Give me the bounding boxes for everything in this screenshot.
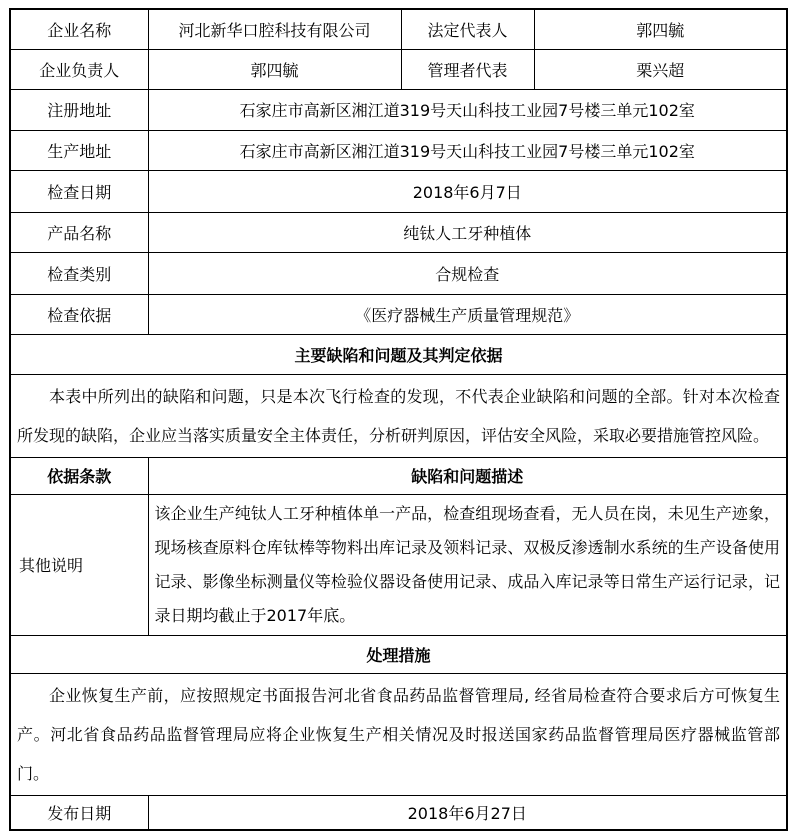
inspection-basis-value: 《医疗器械生产质量管理规范》 (148, 294, 787, 334)
table-row-measures-section-header (10, 635, 787, 673)
description-column-header: 缺陷和问题描述 (148, 457, 787, 494)
other-notes-label: 其他说明 (10, 494, 148, 635)
table-row-measures-note (10, 673, 787, 796)
table-row-publish-date (10, 796, 787, 830)
table-row-manager (10, 49, 787, 89)
table-row-defects-section-header (10, 334, 787, 374)
table-row-registered-address (10, 89, 787, 130)
table-row-production-address (10, 130, 787, 170)
inspection-basis-label: 检查依据 (10, 294, 148, 334)
inspection-category-label: 检查类别 (10, 252, 148, 294)
measures-section-title: 处理措施 (10, 635, 787, 673)
company-manager-label: 企业负责人 (10, 49, 148, 89)
defects-note (10, 374, 787, 457)
table-row-defects-note (10, 374, 787, 457)
management-representative-label: 管理者代表 (401, 49, 534, 89)
production-address-value: 石家庄市高新区湘江道319号天山科技工业园7号楼三单元102室 (148, 130, 787, 170)
product-name-value: 纯钛人工牙种植体 (148, 212, 787, 252)
clause-column-header: 依据条款 (10, 457, 148, 494)
production-address-label: 生产地址 (10, 130, 148, 170)
table-row-company (10, 9, 787, 49)
inspection-record-table (9, 8, 788, 831)
company-name-label: 企业名称 (10, 9, 148, 49)
table-row-other-notes (10, 494, 787, 635)
table-row-defect-table-headers (10, 457, 787, 494)
management-representative-value: 栗兴超 (534, 49, 787, 89)
legal-representative-value: 郭四毓 (534, 9, 787, 49)
inspection-date-label: 检查日期 (10, 170, 148, 212)
registered-address-label: 注册地址 (10, 89, 148, 130)
table-row-inspection-category (10, 252, 787, 294)
publish-date-label: 发布日期 (10, 796, 148, 830)
company-name-value: 河北新华口腔科技有限公司 (148, 9, 401, 49)
measures-note (10, 673, 787, 796)
registered-address-value: 石家庄市高新区湘江道319号天山科技工业园7号楼三单元102室 (148, 89, 787, 130)
table-row-inspection-date (10, 170, 787, 212)
table-row-inspection-basis (10, 294, 787, 334)
defects-section-title: 主要缺陷和问题及其判定依据 (10, 334, 787, 374)
legal-representative-label: 法定代表人 (401, 9, 534, 49)
measures-note-text: 企业恢复生产前，应按照规定书面报告河北省食品药品监督管理局, 经省局检查符合要求后方可恢复生产。河北省食品药品监督管理局应将企业恢复生产相关情况及时报送国家药品监督管理局医疗器械监管部门。 (17, 685, 780, 783)
publish-date-value: 2018年6月27日 (148, 796, 787, 830)
product-name-label: 产品名称 (10, 212, 148, 252)
defects-note-text: 本表中所列出的缺陷和问题，只是本次飞行检查的发现，不代表企业缺陷和问题的全部。针对本次检查所发现的缺陷，企业应当落实质量安全主体责任，分析研判原因，评估安全风险，采取必要措施管控风险。 (17, 386, 780, 445)
inspection-category-value: 合规检查 (148, 252, 787, 294)
other-notes-value: 该企业生产纯钛人工牙种植体单一产品，检查组现场查看，无人员在岗，未见生产迹象，现场核查原料仓库钛棒等物料出库记录及领料记录、双极反渗透制水系统的生产设备使用记录、影像坐标测量仪等检验仪器设备使用记录、成品入库记录等日常生产运行记录，记录日期均截止于2017年底。 (148, 494, 787, 635)
table-row-product-name (10, 212, 787, 252)
company-manager-value: 郭四毓 (148, 49, 401, 89)
inspection-date-value: 2018年6月7日 (148, 170, 787, 212)
